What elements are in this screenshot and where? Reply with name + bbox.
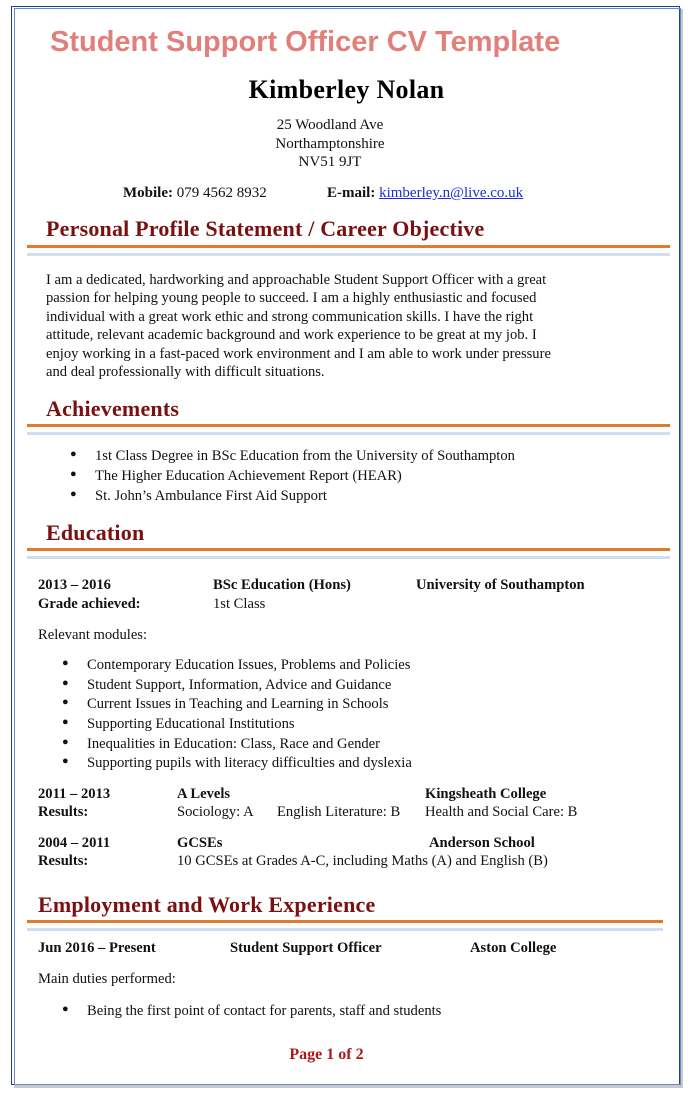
gcses-dates: 2004 – 2011	[38, 835, 111, 851]
email-contact	[327, 185, 523, 202]
mobile-number: 079 4562 8932	[176, 185, 267, 201]
email-link[interactable]: kimberley.n@live.co.uk	[379, 185, 524, 201]
email-label: E-mail:	[327, 185, 376, 201]
mobile-contact	[123, 185, 267, 202]
profile-paragraph	[46, 271, 551, 381]
job-dates: Jun 2016 – Present	[38, 940, 156, 956]
profile-line: individual with a great work ethic and strong communication skills. I have the right	[46, 308, 534, 325]
grade-value: 1st Class	[213, 596, 266, 612]
profile-line: passion for helping young people to succeed. I am a highly enthusiastic and focused	[46, 290, 537, 307]
alevels-result: English Literature: B	[277, 804, 401, 820]
address-line-2: Northamptonshire	[275, 136, 385, 152]
profile-line: attitude, relevant academic background and work experience to be great at my job. I	[46, 327, 537, 344]
address-line-3: NV51 9JT	[298, 154, 362, 170]
alevels-institution: Kingsheath College	[425, 786, 547, 802]
gcses-results: 10 GCSEs at Grades A-C, including Maths (A) and English (B)	[177, 853, 548, 869]
bullet-icon: ●	[62, 716, 69, 728]
degree-institution: University of Southampton	[416, 577, 585, 593]
bullet-icon: ●	[62, 1003, 69, 1015]
document-title: Student Support Officer CV Template	[50, 26, 561, 58]
alevels-results-label: Results:	[38, 804, 89, 820]
profile-line: and deal professionally with difficult situations.	[46, 364, 325, 381]
profile-line: enjoy working in a fast-paced work environment and I am able to work under pressure	[46, 345, 551, 362]
bullet-icon: ●	[62, 696, 69, 708]
education-heading: Education	[46, 520, 145, 545]
bullet-icon: ●	[62, 755, 69, 767]
bullet-icon: ●	[62, 657, 69, 669]
achievements-heading: Achievements	[46, 396, 180, 421]
mobile-label: Mobile:	[123, 185, 173, 201]
bullet-icon: ●	[70, 468, 77, 480]
duties-label: Main duties performed:	[38, 971, 176, 987]
bullet-icon: ●	[62, 736, 69, 748]
degree-dates: 2013 – 2016	[38, 577, 111, 593]
candidate-name: Kimberley Nolan	[248, 75, 445, 104]
bullet-icon: ●	[70, 488, 77, 500]
employment-heading: Employment and Work Experience	[38, 892, 376, 917]
bullet-icon: ●	[70, 448, 77, 460]
gcses-institution: Anderson School	[429, 835, 535, 851]
degree-course: BSc Education (Hons)	[213, 577, 351, 593]
bullet-icon: ●	[62, 677, 69, 689]
profile-heading: Personal Profile Statement / Career Objective	[46, 216, 485, 241]
gcses-results-label: Results:	[38, 853, 89, 869]
modules-label: Relevant modules:	[38, 627, 148, 643]
profile-line: I am a dedicated, hardworking and approachable Student Support Officer with a great	[46, 272, 547, 288]
alevels-course: A Levels	[177, 786, 231, 802]
grade-label: Grade achieved:	[38, 596, 141, 612]
job-employer: Aston College	[470, 940, 557, 956]
gcses-course: GCSEs	[177, 835, 223, 851]
alevels-result: Health and Social Care: B	[425, 804, 578, 820]
alevels-result: Sociology: A	[177, 804, 254, 820]
alevels-dates: 2011 – 2013	[38, 786, 111, 802]
page-number: Page 1 of 2	[289, 1046, 364, 1063]
address-line-1: 25 Woodland Ave	[276, 117, 384, 133]
job-role: Student Support Officer	[230, 940, 382, 956]
